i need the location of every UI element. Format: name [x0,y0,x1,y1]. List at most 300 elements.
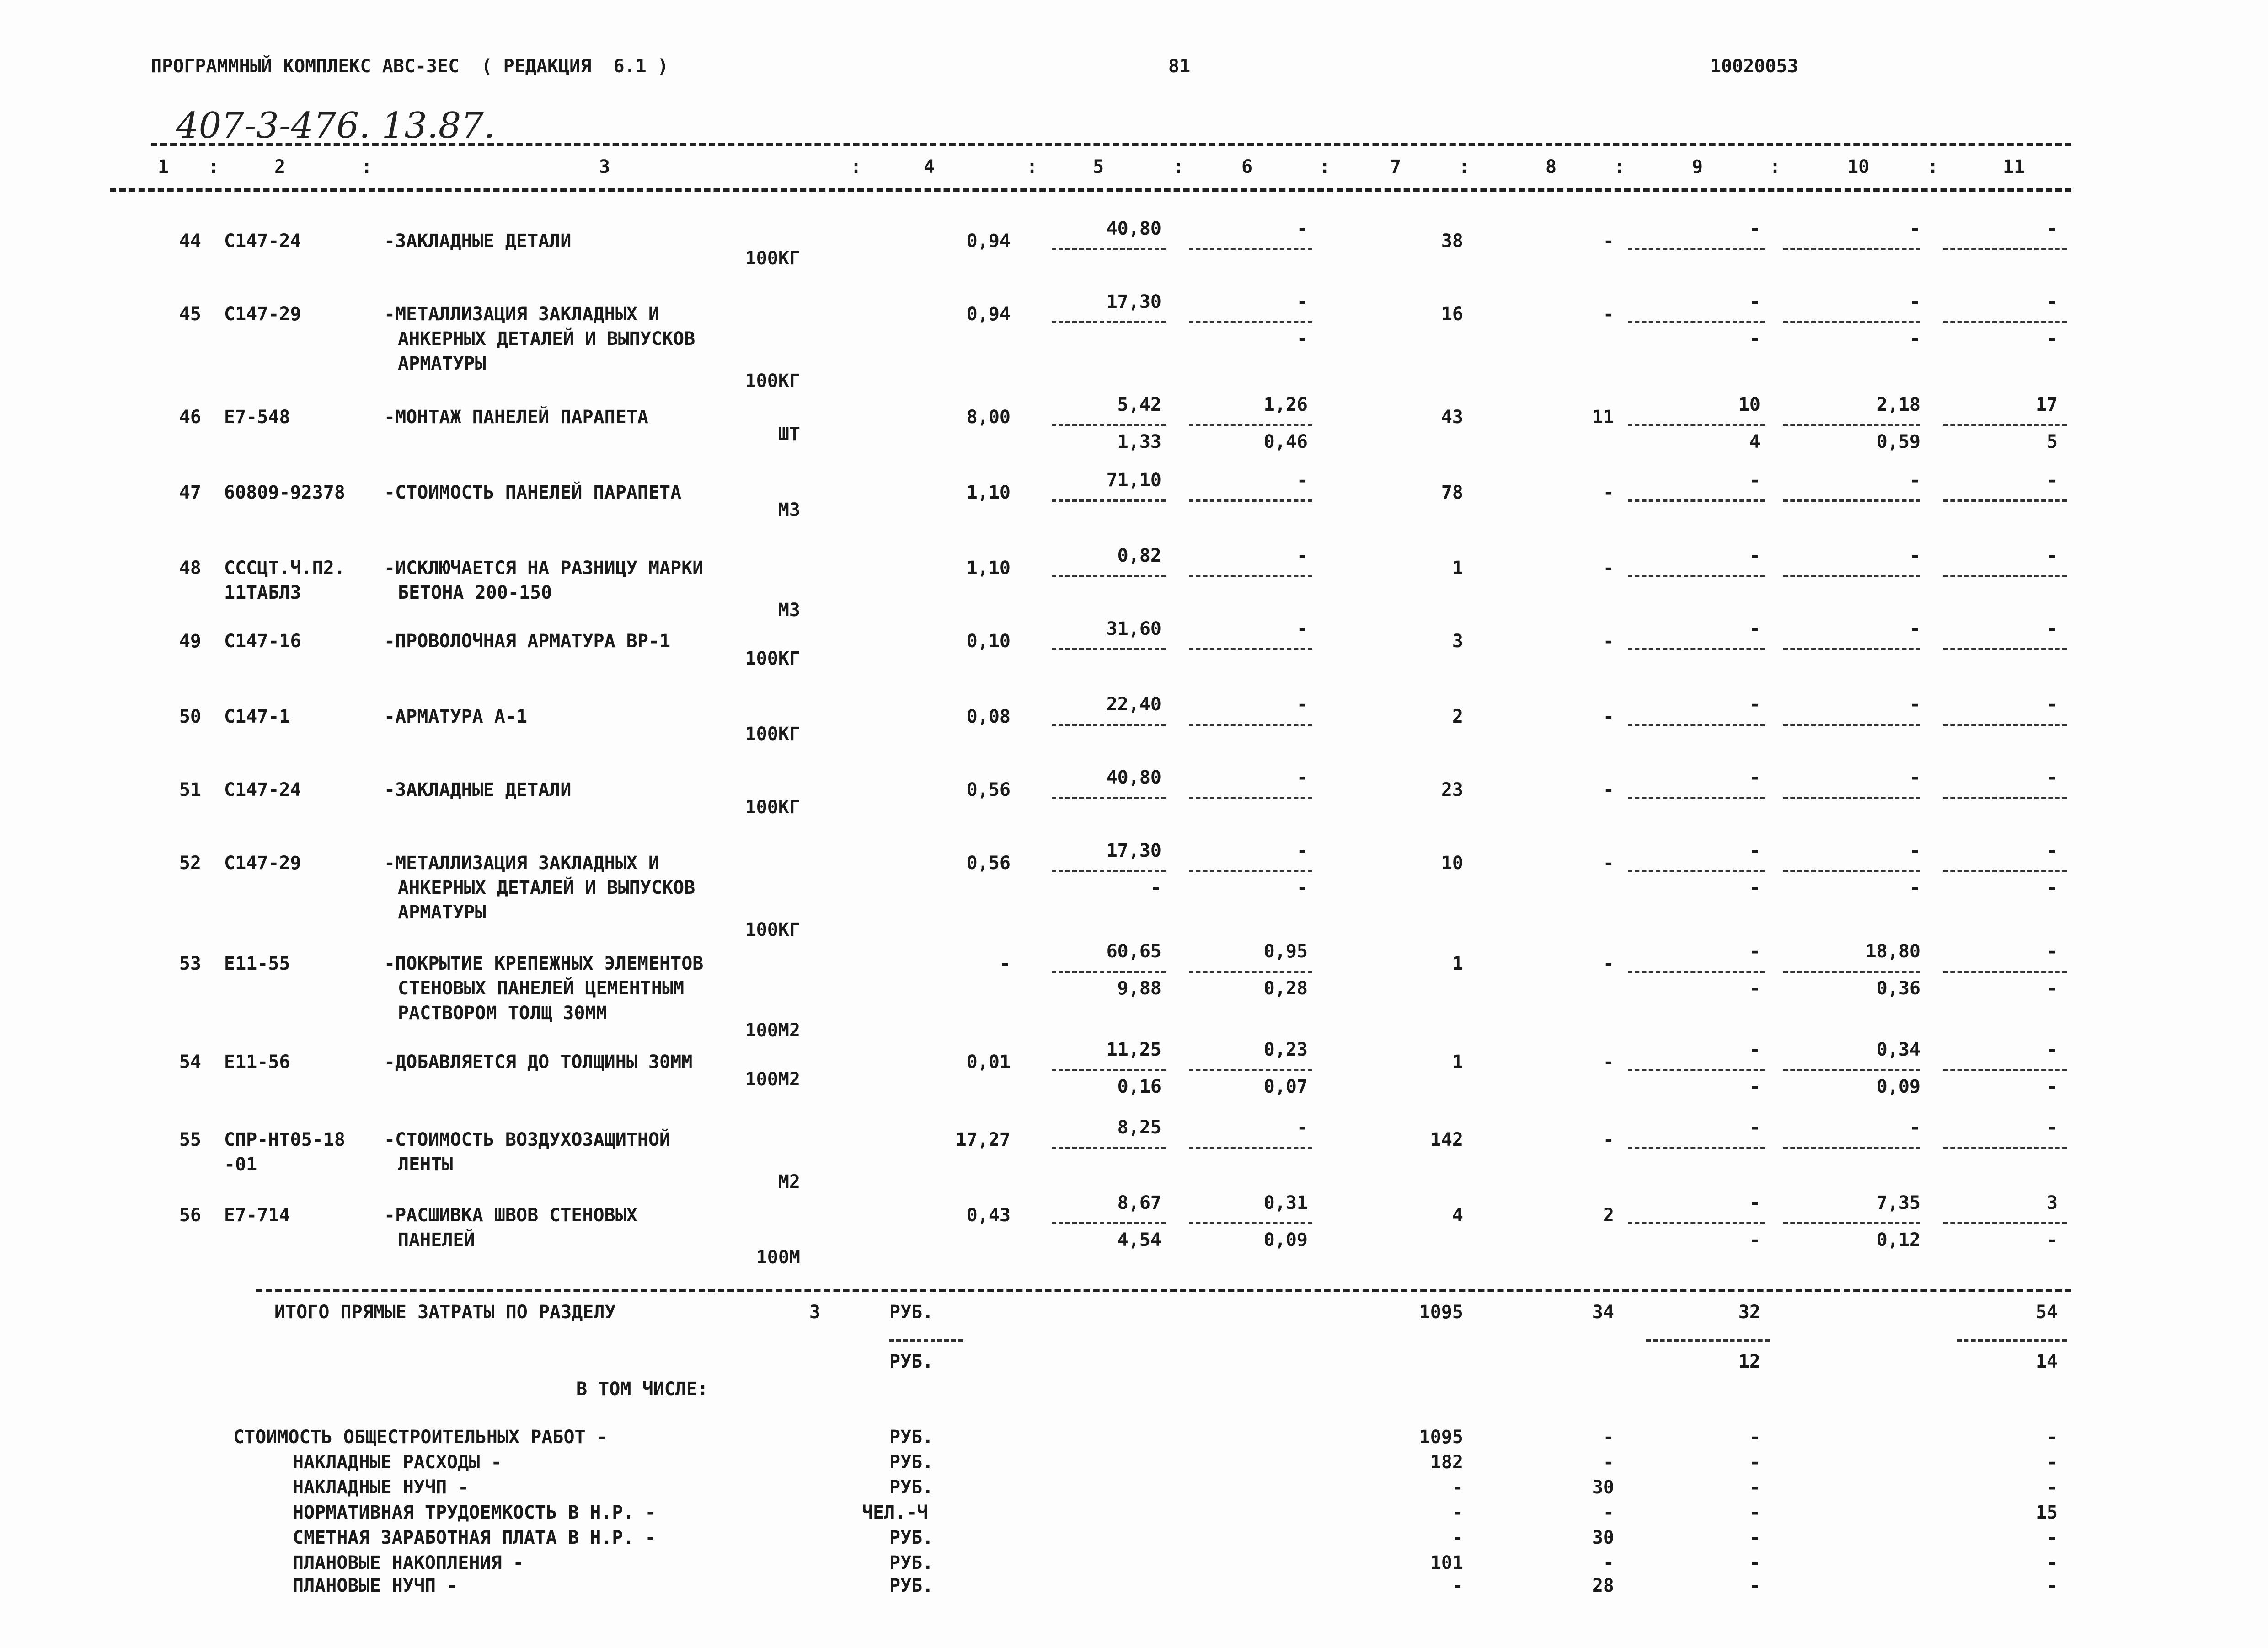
row-unit: М3 [778,499,800,521]
col9-value-b: 4 [1749,431,1760,452]
row-number: 48 [179,558,201,579]
col8-value: - [1603,482,1614,503]
col7-value: 10 [1441,853,1463,874]
summary-label: НАКЛАДНЫЕ РАСХОДЫ - [293,1452,502,1473]
col10-rule [1783,971,1920,973]
col8-value: - [1603,558,1614,579]
row-code-2: 11ТАБЛ3 [224,582,301,603]
summary-col8: - [1603,1552,1614,1573]
col9-rule [1628,575,1765,577]
row-description: ЛЕНТЫ [398,1154,453,1175]
col5-value-b: 1,33 [1117,431,1161,452]
row-unit: 100КГ [745,797,800,818]
col6-rule [1189,424,1312,426]
row-description: АНКЕРНЫХ ДЕТАЛЕЙ И ВЫПУСКОВ [398,877,695,898]
col7-value: 1 [1452,1052,1463,1073]
col9-value: - [1749,618,1760,639]
row-description: БЕТОНА 200-150 [398,582,552,603]
col10-value: - [1909,470,1920,491]
col6-rule [1189,321,1312,323]
col9-rule [1628,1147,1765,1149]
col6-rule [1189,575,1312,577]
totals-col9: 32 [1738,1302,1760,1323]
col5-value-b: 9,88 [1117,978,1161,999]
col10-value-b: 0,12 [1876,1229,1920,1251]
row-code: С147-29 [224,853,301,874]
col10-rule [1783,870,1920,872]
summary-unit: РУБ. [889,1552,934,1573]
row-unit: 100М2 [745,1069,800,1090]
summary-col8: - [1603,1452,1614,1473]
col6-value: 0,31 [1263,1192,1308,1213]
col11-rule [1943,797,2067,799]
summary-label: ПЛАНОВЫЕ НУЧП - [293,1575,458,1596]
col11-value: - [2046,470,2058,491]
column-header-12: : [1319,156,1331,177]
col11-rule [1943,321,2067,323]
row-description: -СТОИМОСТЬ ВОЗДУХОЗАЩИТНОЙ [384,1129,671,1150]
col6-rule [1189,248,1312,250]
col10-value: - [1909,840,1920,861]
summary-label: СТОИМОСТЬ ОБЩЕСТРОИТЕЛЬНЫХ РАБОТ - [233,1427,608,1448]
col9-value: - [1749,470,1760,491]
page-number: 81 [1168,56,1191,77]
col4-value: - [999,953,1011,974]
col10-value: - [1909,291,1920,312]
totals-col8: 34 [1592,1302,1614,1323]
row-unit: М2 [778,1171,800,1192]
row-number: 54 [179,1052,201,1073]
col6-value: - [1296,618,1308,639]
row-description: СТЕНОВЫХ ПАНЕЛЕЙ ЦЕМЕНТНЫМ [398,978,685,999]
summary-unit: РУБ. [889,1527,934,1548]
summary-col8: 28 [1592,1575,1614,1596]
col6-value: - [1296,694,1308,715]
col10-value-b: 0,36 [1876,978,1920,999]
col5-value: 5,42 [1117,394,1161,415]
col8-value: - [1603,953,1614,974]
column-header-8: : [1027,156,1038,177]
col9-rule [1628,321,1765,323]
col10-value: - [1909,618,1920,639]
totals-col9-rule [1646,1339,1770,1342]
col6-value-b: 0,07 [1263,1076,1308,1097]
totals-col11: 54 [2035,1302,2058,1323]
col5-rule [1052,797,1166,799]
col11-rule [1943,1147,2067,1149]
col5-value-b: 0,16 [1117,1076,1161,1097]
summary-col8: - [1603,1427,1614,1448]
col8-value: - [1603,853,1614,874]
col10-value: - [1909,767,1920,788]
col8-value: - [1603,706,1614,727]
col11-rule [1943,1222,2067,1224]
row-code: Е11-55 [224,953,290,974]
col9-value-b: - [1749,978,1760,999]
col11-value: - [2046,941,2058,962]
row-description: РАСТВОРОМ ТОЛЩ 30ММ [398,1003,607,1024]
col4-value: 1,10 [966,482,1011,503]
document-code: 10020053 [1710,56,1798,77]
col10-value: 18,80 [1865,941,1920,962]
col6-rule [1189,1222,1312,1224]
summary-col11: - [2046,1427,2058,1448]
col9-rule [1628,870,1765,872]
row-description: АРМАТУРЫ [398,902,486,923]
row-code: С147-1 [224,706,290,727]
summary-unit: РУБ. [889,1477,934,1498]
column-header-13: 7 [1390,156,1401,177]
col5-rule [1052,870,1166,872]
col10-rule [1783,1069,1920,1071]
column-header-14: : [1459,156,1470,177]
col5-rule [1052,499,1166,502]
column-header-3: 2 [274,156,286,177]
col6-rule [1189,1147,1312,1149]
row-number: 55 [179,1129,201,1150]
summary-unit: РУБ. [889,1452,934,1473]
col10-rule [1783,424,1920,426]
col6-value: 0,23 [1263,1039,1308,1060]
column-header-17: 9 [1692,156,1703,177]
row-unit: 100КГ [745,724,800,745]
row-number: 45 [179,304,201,325]
row-code: СПР-НТ05-18 [224,1129,345,1150]
column-header-15: 8 [1546,156,1557,177]
summary-col8: 30 [1592,1477,1614,1498]
col9-rule [1628,648,1765,650]
col7-value: 1 [1452,953,1463,974]
row-code: С147-24 [224,231,301,252]
summary-unit: РУБ. [889,1575,934,1596]
summary-col11: - [2046,1452,2058,1473]
col7-value: 4 [1452,1205,1463,1226]
col7-value: 16 [1441,304,1463,325]
row-description: -ЗАКЛАДНЫЕ ДЕТАЛИ [384,231,572,252]
col4-value: 17,27 [955,1129,1011,1150]
summary-unit: РУБ. [889,1427,934,1448]
summary-label: ПЛАНОВЫЕ НАКОПЛЕНИЯ - [293,1552,524,1573]
column-header-19: 10 [1847,156,1870,177]
col9-value: 10 [1738,394,1760,415]
summary-col9: - [1749,1552,1760,1573]
summary-col11: - [2046,1527,2058,1548]
column-header-20: : [1927,156,1939,177]
row-number: 44 [179,231,201,252]
col6-rule [1189,971,1312,973]
row-description: -ЗАКЛАДНЫЕ ДЕТАЛИ [384,779,572,800]
row-unit: М3 [778,600,800,621]
col5-value: 22,40 [1106,694,1161,715]
col10-rule [1783,499,1920,502]
col11-rule [1943,971,2067,973]
col11-value-b: - [2046,978,2058,999]
row-code: С147-29 [224,304,301,325]
col10-value: - [1909,694,1920,715]
col11-rule [1943,724,2067,726]
col5-value: 0,82 [1117,545,1161,566]
totals-section: 3 [809,1302,821,1323]
col7-value: 3 [1452,631,1463,652]
col11-value: - [2046,767,2058,788]
col11-value-b: - [2046,328,2058,349]
col4-value: 0,56 [966,779,1011,800]
col9-rule [1628,971,1765,973]
row-number: 50 [179,706,201,727]
col11-rule [1943,870,2067,872]
col5-value: 40,80 [1106,767,1161,788]
row-code: СССЦТ.Ч.П2. [224,558,345,579]
col9-rule [1628,797,1765,799]
col5-rule [1052,971,1166,973]
row-description: -МЕТАЛЛИЗАЦИЯ ЗАКЛАДНЫХ И [384,304,660,325]
col10-value: 7,35 [1876,1192,1920,1213]
col6-rule [1189,499,1312,502]
row-code: Е11-56 [224,1052,290,1073]
summary-label: СМЕТНАЯ ЗАРАБОТНАЯ ПЛАТА В Н.Р. - [293,1527,656,1548]
row-description: -МОНТАЖ ПАНЕЛЕЙ ПАРАПЕТА [384,407,648,428]
summary-col9: - [1749,1527,1760,1548]
totals-col9-b: 12 [1738,1351,1760,1372]
col9-value: - [1749,941,1760,962]
program-title: ПРОГРАММНЫЙ КОМПЛЕКС АВС-3ЕС ( РЕДАКЦИЯ 6.1 ) [151,56,669,77]
col6-value-b: - [1296,328,1308,349]
row-description: -ПОКРЫТИЕ КРЕПЕЖНЫХ ЭЛЕМЕНТОВ [384,953,704,974]
col9-value: - [1749,218,1760,239]
col10-value-b: 0,09 [1876,1076,1920,1097]
col5-rule [1052,424,1166,426]
col7-value: 2 [1452,706,1463,727]
summary-col7: 1095 [1419,1427,1463,1448]
col10-value: - [1909,1117,1920,1138]
summary-label: НОРМАТИВНАЯ ТРУДОЕМКОСТЬ В Н.Р. - [293,1502,656,1523]
col4-value: 0,94 [966,304,1011,325]
col4-value: 0,08 [966,706,1011,727]
col5-value: 8,67 [1117,1192,1161,1213]
col5-value: 11,25 [1106,1039,1161,1060]
col9-value: - [1749,1117,1760,1138]
totals-unit-2: РУБ. [889,1351,934,1372]
col5-rule [1052,648,1166,650]
column-header-6: : [850,156,862,177]
col5-value: 31,60 [1106,618,1161,639]
col9-value: - [1749,1039,1760,1060]
col5-rule [1052,724,1166,726]
col10-rule [1783,1147,1920,1149]
col9-rule [1628,424,1765,426]
row-code: С147-16 [224,631,301,652]
row-code: Е7-714 [224,1205,290,1226]
col8-value: - [1603,1052,1614,1073]
col5-value-b: - [1150,877,1161,898]
col6-value: - [1296,840,1308,861]
col11-rule [1943,499,2067,502]
row-description: -СТОИМОСТЬ ПАНЕЛЕЙ ПАРАПЕТА [384,482,682,503]
col9-value: - [1749,291,1760,312]
column-header-5: 3 [599,156,610,177]
col5-rule [1052,1222,1166,1224]
row-unit: 100М [756,1247,800,1268]
row-description: ПАНЕЛЕЙ [398,1229,475,1251]
row-description: -ИСКЛЮЧАЕТСЯ НА РАЗНИЦУ МАРКИ [384,558,704,579]
row-code: Е7-548 [224,407,290,428]
row-unit: ШТ [778,424,800,445]
summary-col11: - [2046,1477,2058,1498]
col9-rule [1628,499,1765,502]
including-label: В ТОМ ЧИСЛЕ: [576,1379,708,1400]
col11-rule [1943,648,2067,650]
row-description: -ПРОВОЛОЧНАЯ АРМАТУРА ВР-1 [384,631,671,652]
col11-value: - [2046,1117,2058,1138]
row-unit: 100КГ [745,648,800,669]
col4-value: 0,56 [966,853,1011,874]
col11-value: - [2046,694,2058,715]
summary-col7: 182 [1430,1452,1463,1473]
col11-value: - [2046,218,2058,239]
row-description: -МЕТАЛЛИЗАЦИЯ ЗАКЛАДНЫХ И [384,853,660,874]
handwritten-designation: 407-3-476. 13.87. [176,105,495,146]
col4-value: 0,10 [966,631,1011,652]
col10-rule [1783,724,1920,726]
col6-value: 0,95 [1263,941,1308,962]
col11-value: - [2046,291,2058,312]
totals-col11-rule [1957,1339,2067,1342]
col6-rule [1189,648,1312,650]
col10-rule [1783,575,1920,577]
col6-value-b: 0,46 [1263,431,1308,452]
row-number: 52 [179,853,201,874]
col5-value-b: 4,54 [1117,1229,1161,1251]
col9-value-b: - [1749,1229,1760,1251]
col11-rule [1943,1069,2067,1071]
col9-rule [1628,1069,1765,1071]
col7-value: 23 [1441,779,1463,800]
row-description: АРМАТУРЫ [398,353,486,374]
col7-value: 43 [1441,407,1463,428]
col9-value-b: - [1749,328,1760,349]
col5-value: 17,30 [1106,291,1161,312]
col6-value: - [1296,470,1308,491]
row-number: 56 [179,1205,201,1226]
summary-col8: - [1603,1502,1614,1523]
col6-rule [1189,797,1312,799]
summary-col9: - [1749,1477,1760,1498]
col7-value: 78 [1441,482,1463,503]
summary-col11: - [2046,1552,2058,1573]
column-header-10: : [1173,156,1184,177]
col10-rule [1783,1222,1920,1224]
col8-value: - [1603,631,1614,652]
col6-value: - [1296,291,1308,312]
col11-value: - [2046,840,2058,861]
col5-rule [1052,1147,1166,1149]
row-number: 46 [179,407,201,428]
col7-value: 38 [1441,231,1463,252]
col5-rule [1052,575,1166,577]
col11-value: - [2046,618,2058,639]
col6-value-b: - [1296,877,1308,898]
column-header-2: : [208,156,219,177]
totals-col7: 1095 [1419,1302,1463,1323]
col5-value: 40,80 [1106,218,1161,239]
summary-col8: 30 [1592,1527,1614,1548]
summary-col9: - [1749,1502,1760,1523]
col10-rule [1783,648,1920,650]
row-number: 51 [179,779,201,800]
row-code: С147-24 [224,779,301,800]
summary-col7: - [1452,1477,1463,1498]
row-number: 49 [179,631,201,652]
col6-value: - [1296,1117,1308,1138]
summary-col9: - [1749,1452,1760,1473]
row-number: 53 [179,953,201,974]
col8-value: 11 [1592,407,1614,428]
column-header-4: : [361,156,373,177]
row-code: 60809-92378 [224,482,345,503]
totals-unit: РУБ. [889,1302,934,1323]
col10-rule [1783,248,1920,250]
col11-rule [1943,424,2067,426]
col9-value-b: - [1749,1076,1760,1097]
col10-value-b: - [1909,877,1920,898]
col5-rule [1052,1069,1166,1071]
row-unit: 100М2 [745,1020,800,1041]
header-bottom-rule [110,188,2071,192]
col9-value: - [1749,1192,1760,1213]
col9-value: - [1749,694,1760,715]
col5-value: 8,25 [1117,1117,1161,1138]
col5-rule [1052,248,1166,250]
col9-value: - [1749,840,1760,861]
totals-col11-b: 14 [2035,1351,2058,1372]
col6-value: - [1296,545,1308,566]
col11-value: - [2046,545,2058,566]
summary-label: НАКЛАДНЫЕ НУЧП - [293,1477,469,1498]
column-header-1: 1 [158,156,169,177]
row-description: АНКЕРНЫХ ДЕТАЛЕЙ И ВЫПУСКОВ [398,328,695,349]
col6-value-b: 0,28 [1263,978,1308,999]
col6-rule [1189,1069,1312,1071]
col9-rule [1628,724,1765,726]
summary-unit: ЧЕЛ.-Ч [862,1502,928,1523]
col11-value-b: - [2046,1229,2058,1251]
column-header-9: 5 [1093,156,1104,177]
col6-value: - [1296,767,1308,788]
col8-value: - [1603,304,1614,325]
col8-value: - [1603,1129,1614,1150]
col11-value: 17 [2035,394,2058,415]
col6-rule [1189,870,1312,872]
summary-col9: - [1749,1427,1760,1448]
col10-rule [1783,321,1920,323]
col4-value: 1,10 [966,558,1011,579]
col4-value: 0,01 [966,1052,1011,1073]
row-description: -АРМАТУРА А-1 [384,706,528,727]
column-header-7: 4 [924,156,935,177]
summary-col11: - [2046,1575,2058,1596]
summary-col9: - [1749,1575,1760,1596]
col9-value: - [1749,767,1760,788]
header-top-rule [151,143,2071,146]
col9-value: - [1749,545,1760,566]
row-number: 47 [179,482,201,503]
col9-rule [1628,248,1765,250]
row-unit: 100КГ [745,919,800,940]
col5-value: 17,30 [1106,840,1161,861]
column-header-21: 11 [2003,156,2025,177]
col7-value: 1 [1452,558,1463,579]
col10-value: - [1909,218,1920,239]
